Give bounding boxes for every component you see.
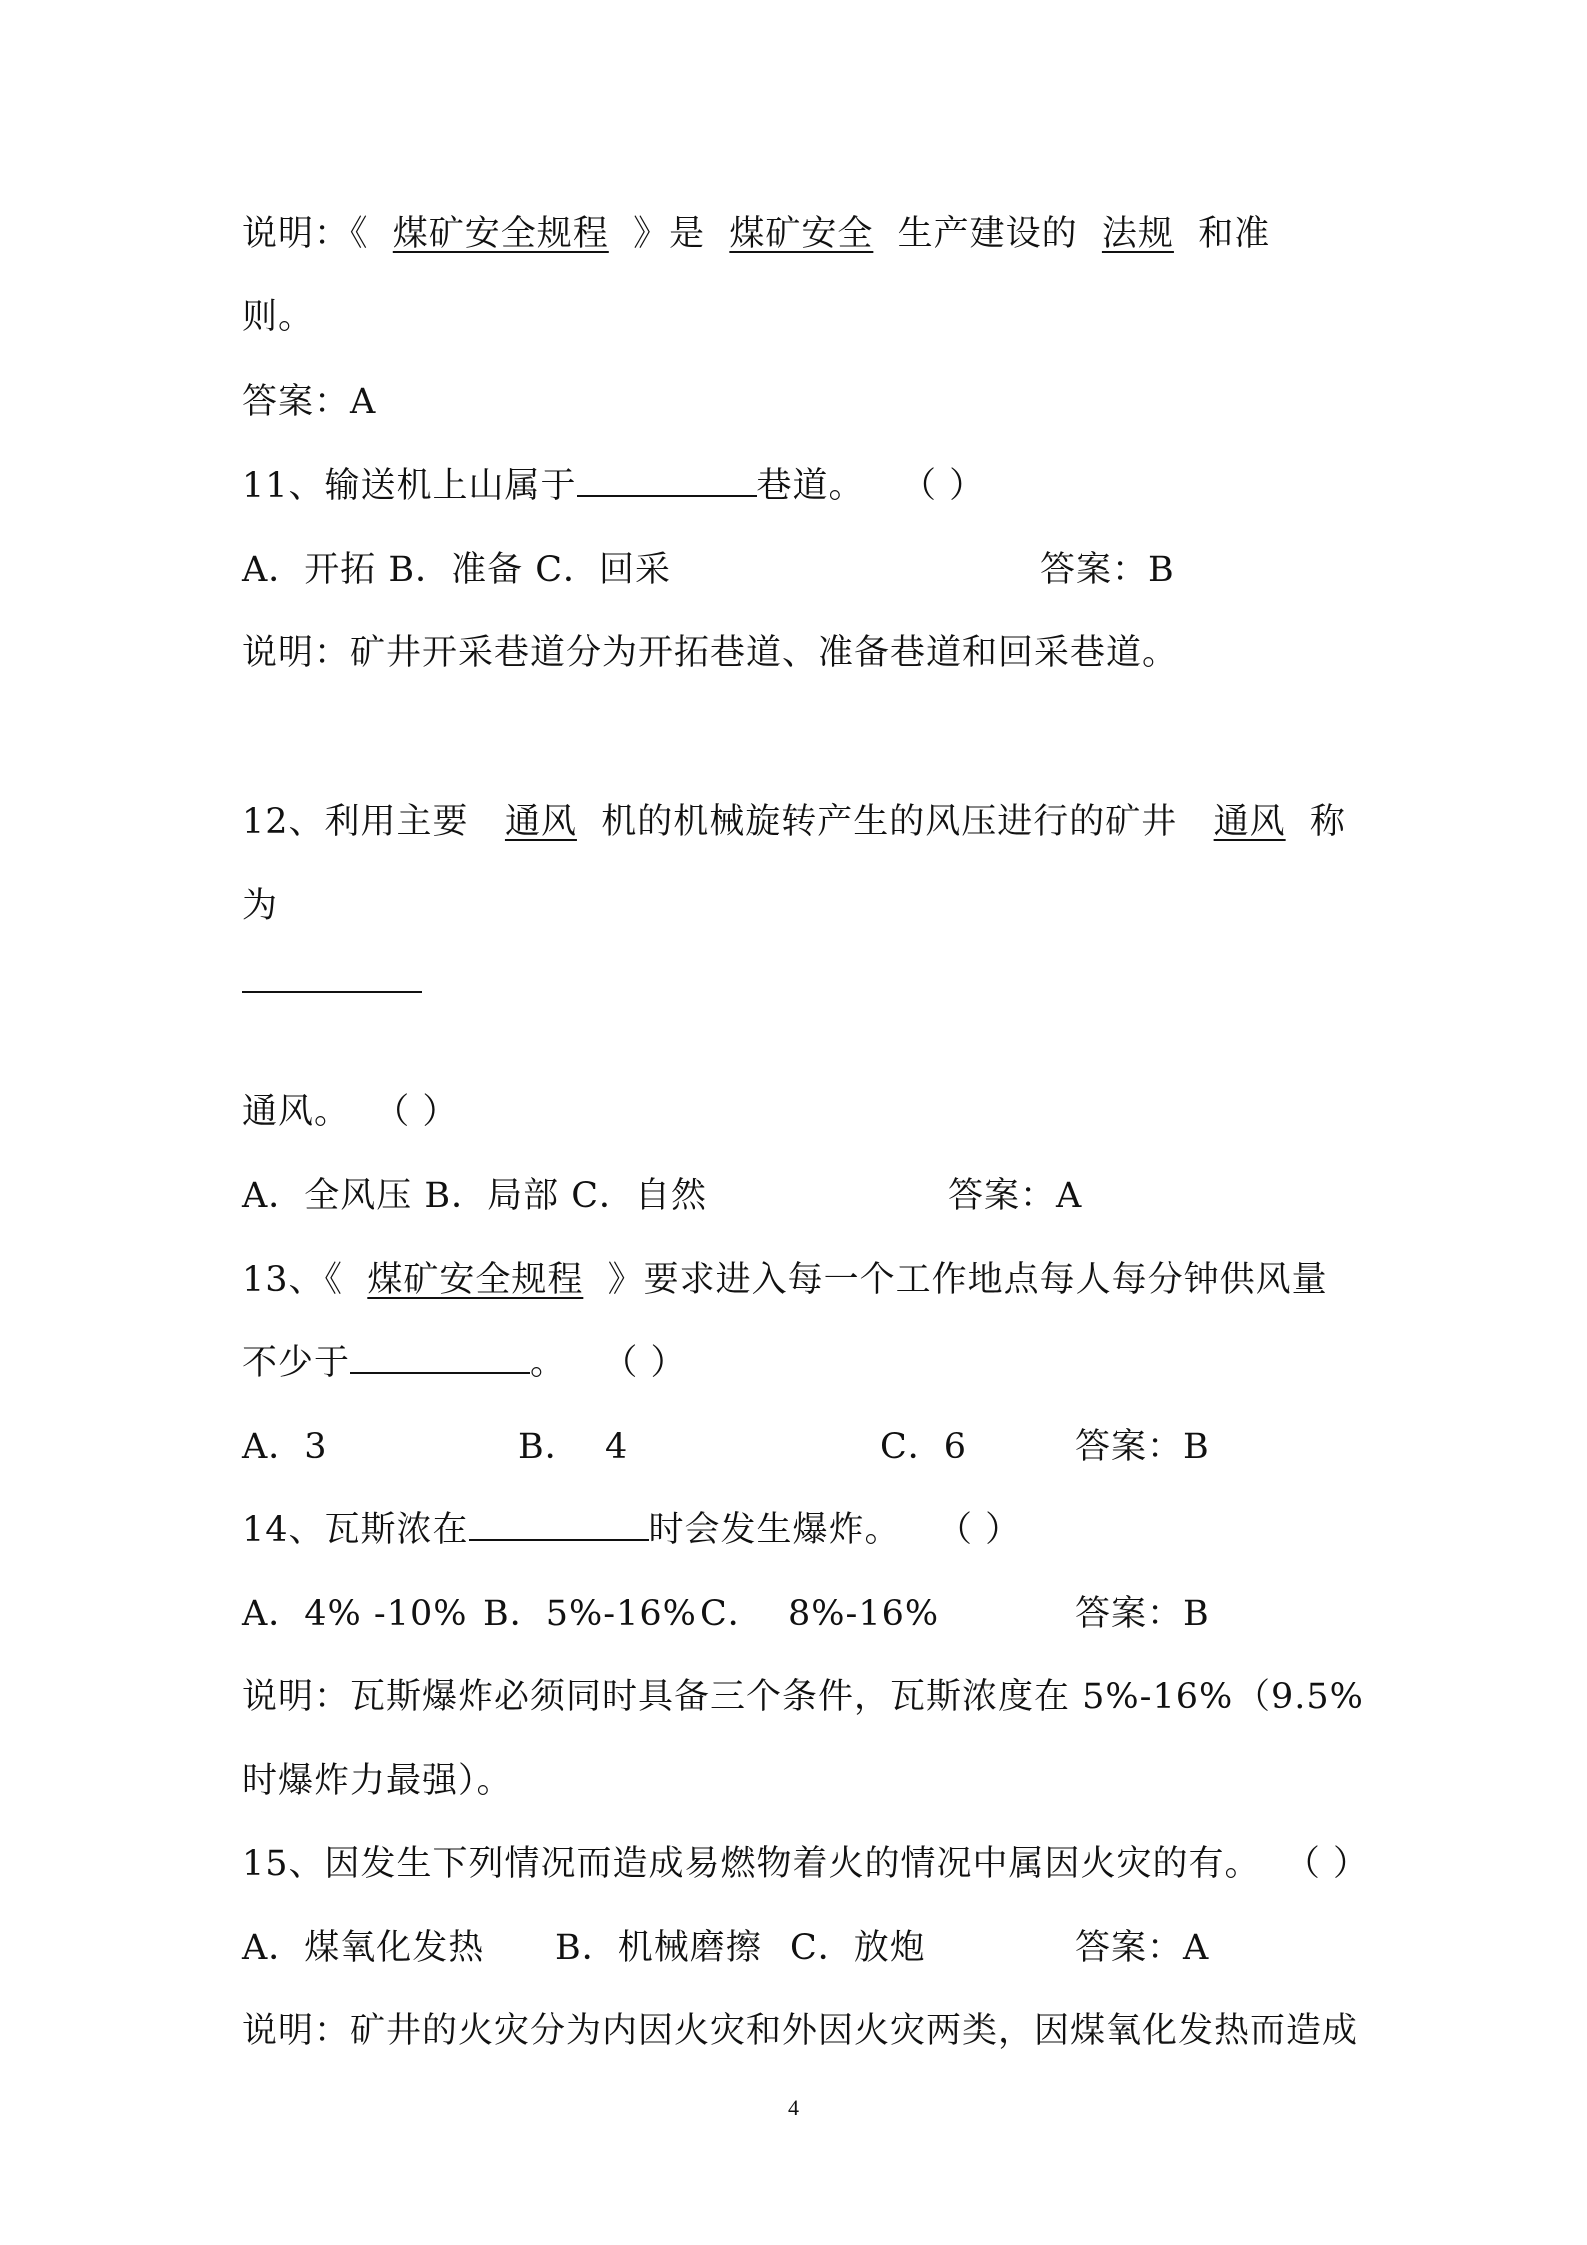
question-stem — [242, 1508, 1021, 1552]
question-text: 11、输送机上山属于 — [242, 466, 577, 506]
explanation-continuation: 时爆炸力最强）。 — [242, 1761, 513, 1801]
question-text: 不少于 — [242, 1343, 351, 1383]
option-a: A．3 — [242, 1427, 328, 1467]
answer-text: 答案：A — [242, 382, 377, 422]
question-text: 时会发生爆炸。 — [648, 1510, 901, 1550]
explanation-continuation: 则。 — [242, 297, 315, 337]
option-c: C． 8%-16% — [700, 1594, 940, 1634]
option-a: A．4% -10% — [242, 1594, 468, 1634]
option-c: C．6 — [880, 1427, 968, 1467]
question-text: 14、瓦斯浓在 — [242, 1510, 469, 1550]
underlined-term: 煤矿安全规程 — [367, 1260, 584, 1300]
question-text: 巷道。 — [756, 466, 865, 506]
answer-blank — [469, 1509, 649, 1541]
question-text: 13、《 — [242, 1260, 344, 1300]
question-continuation — [242, 1090, 458, 1134]
question-stem — [242, 1842, 1369, 1886]
question-stem — [242, 464, 985, 508]
option-b: B．机械磨擦 — [555, 1928, 762, 1968]
explanation-text: 和准 — [1198, 214, 1271, 254]
question-text: 称 — [1309, 802, 1346, 842]
answer-text: 答案：B — [1040, 550, 1175, 590]
option-c: C．放炮 — [790, 1928, 926, 1968]
question-stem — [242, 800, 1346, 844]
explanation-text: 生产建设的 — [897, 214, 1078, 254]
answer-parentheses: （ ） — [1284, 1844, 1369, 1884]
explanation-text: 说明：矿井的火灾分为内因火灾和外因火灾两类，因煤氧化发热而造成 — [242, 2011, 1359, 2051]
answer-blank — [242, 961, 422, 993]
options-line: A．全风压 B．局部 C．自然 — [242, 1176, 708, 1216]
explanation-text: （9.5% — [1235, 1677, 1364, 1717]
question-continuation — [242, 1341, 687, 1385]
answer-text: 答案：A — [1075, 1928, 1210, 1968]
question-text: 15、因发生下列情况而造成易燃物着火的情况中属因火灾的有。 — [242, 1844, 1261, 1884]
option-b: B．5%-16% — [483, 1594, 697, 1634]
underlined-term: 通风 — [504, 802, 577, 842]
underlined-term: 煤矿安全规程 — [392, 214, 609, 254]
explanation-line — [242, 212, 1270, 256]
answer-text: 答案：A — [948, 1176, 1083, 1216]
question-text: 12、利用主要 — [242, 802, 469, 842]
question-text: 机的机械旋转产生的风压进行的矿井 — [601, 802, 1178, 842]
explanation-text: 》是 — [633, 214, 706, 254]
answer-blank-line — [242, 960, 422, 1004]
explanation-text: 说明：矿井开采巷道分为开拓巷道、准备巷道和回采巷道。 — [242, 633, 1179, 673]
answer-blank — [577, 465, 757, 497]
answer-parentheses: （ ） — [602, 1343, 687, 1383]
underlined-term: 煤矿安全 — [729, 214, 874, 254]
option-b: B． 4 — [518, 1427, 629, 1467]
question-text: 通风。 — [242, 1092, 351, 1132]
explanation-line — [242, 1675, 1233, 1719]
explanation-text: 说明：《 — [242, 214, 369, 254]
answer-parentheses: （ ） — [374, 1092, 459, 1132]
answer-text: 答案：B — [1075, 1594, 1210, 1634]
options-line: A．开拓 B．准备 C．回采 — [242, 550, 672, 590]
option-a: A．煤氧化发热 — [242, 1928, 485, 1968]
answer-text: 答案：B — [1075, 1427, 1210, 1467]
answer-parentheses: （ ） — [936, 1510, 1022, 1550]
page-number: 4 — [788, 2095, 799, 2120]
question-continuation: 为 — [242, 886, 279, 926]
question-text: 。 — [530, 1343, 567, 1383]
answer-blank — [350, 1342, 530, 1374]
underlined-term: 通风 — [1213, 802, 1286, 842]
question-stem — [242, 1258, 1328, 1302]
answer-parentheses: （ ） — [900, 466, 986, 506]
underlined-term: 法规 — [1101, 214, 1174, 254]
explanation-text: 说明：瓦斯爆炸必须同时具备三个条件，瓦斯浓度在 5%-16% — [242, 1677, 1234, 1717]
question-text: 》要求进入每一个工作地点每人每分钟供风量 — [607, 1260, 1328, 1300]
